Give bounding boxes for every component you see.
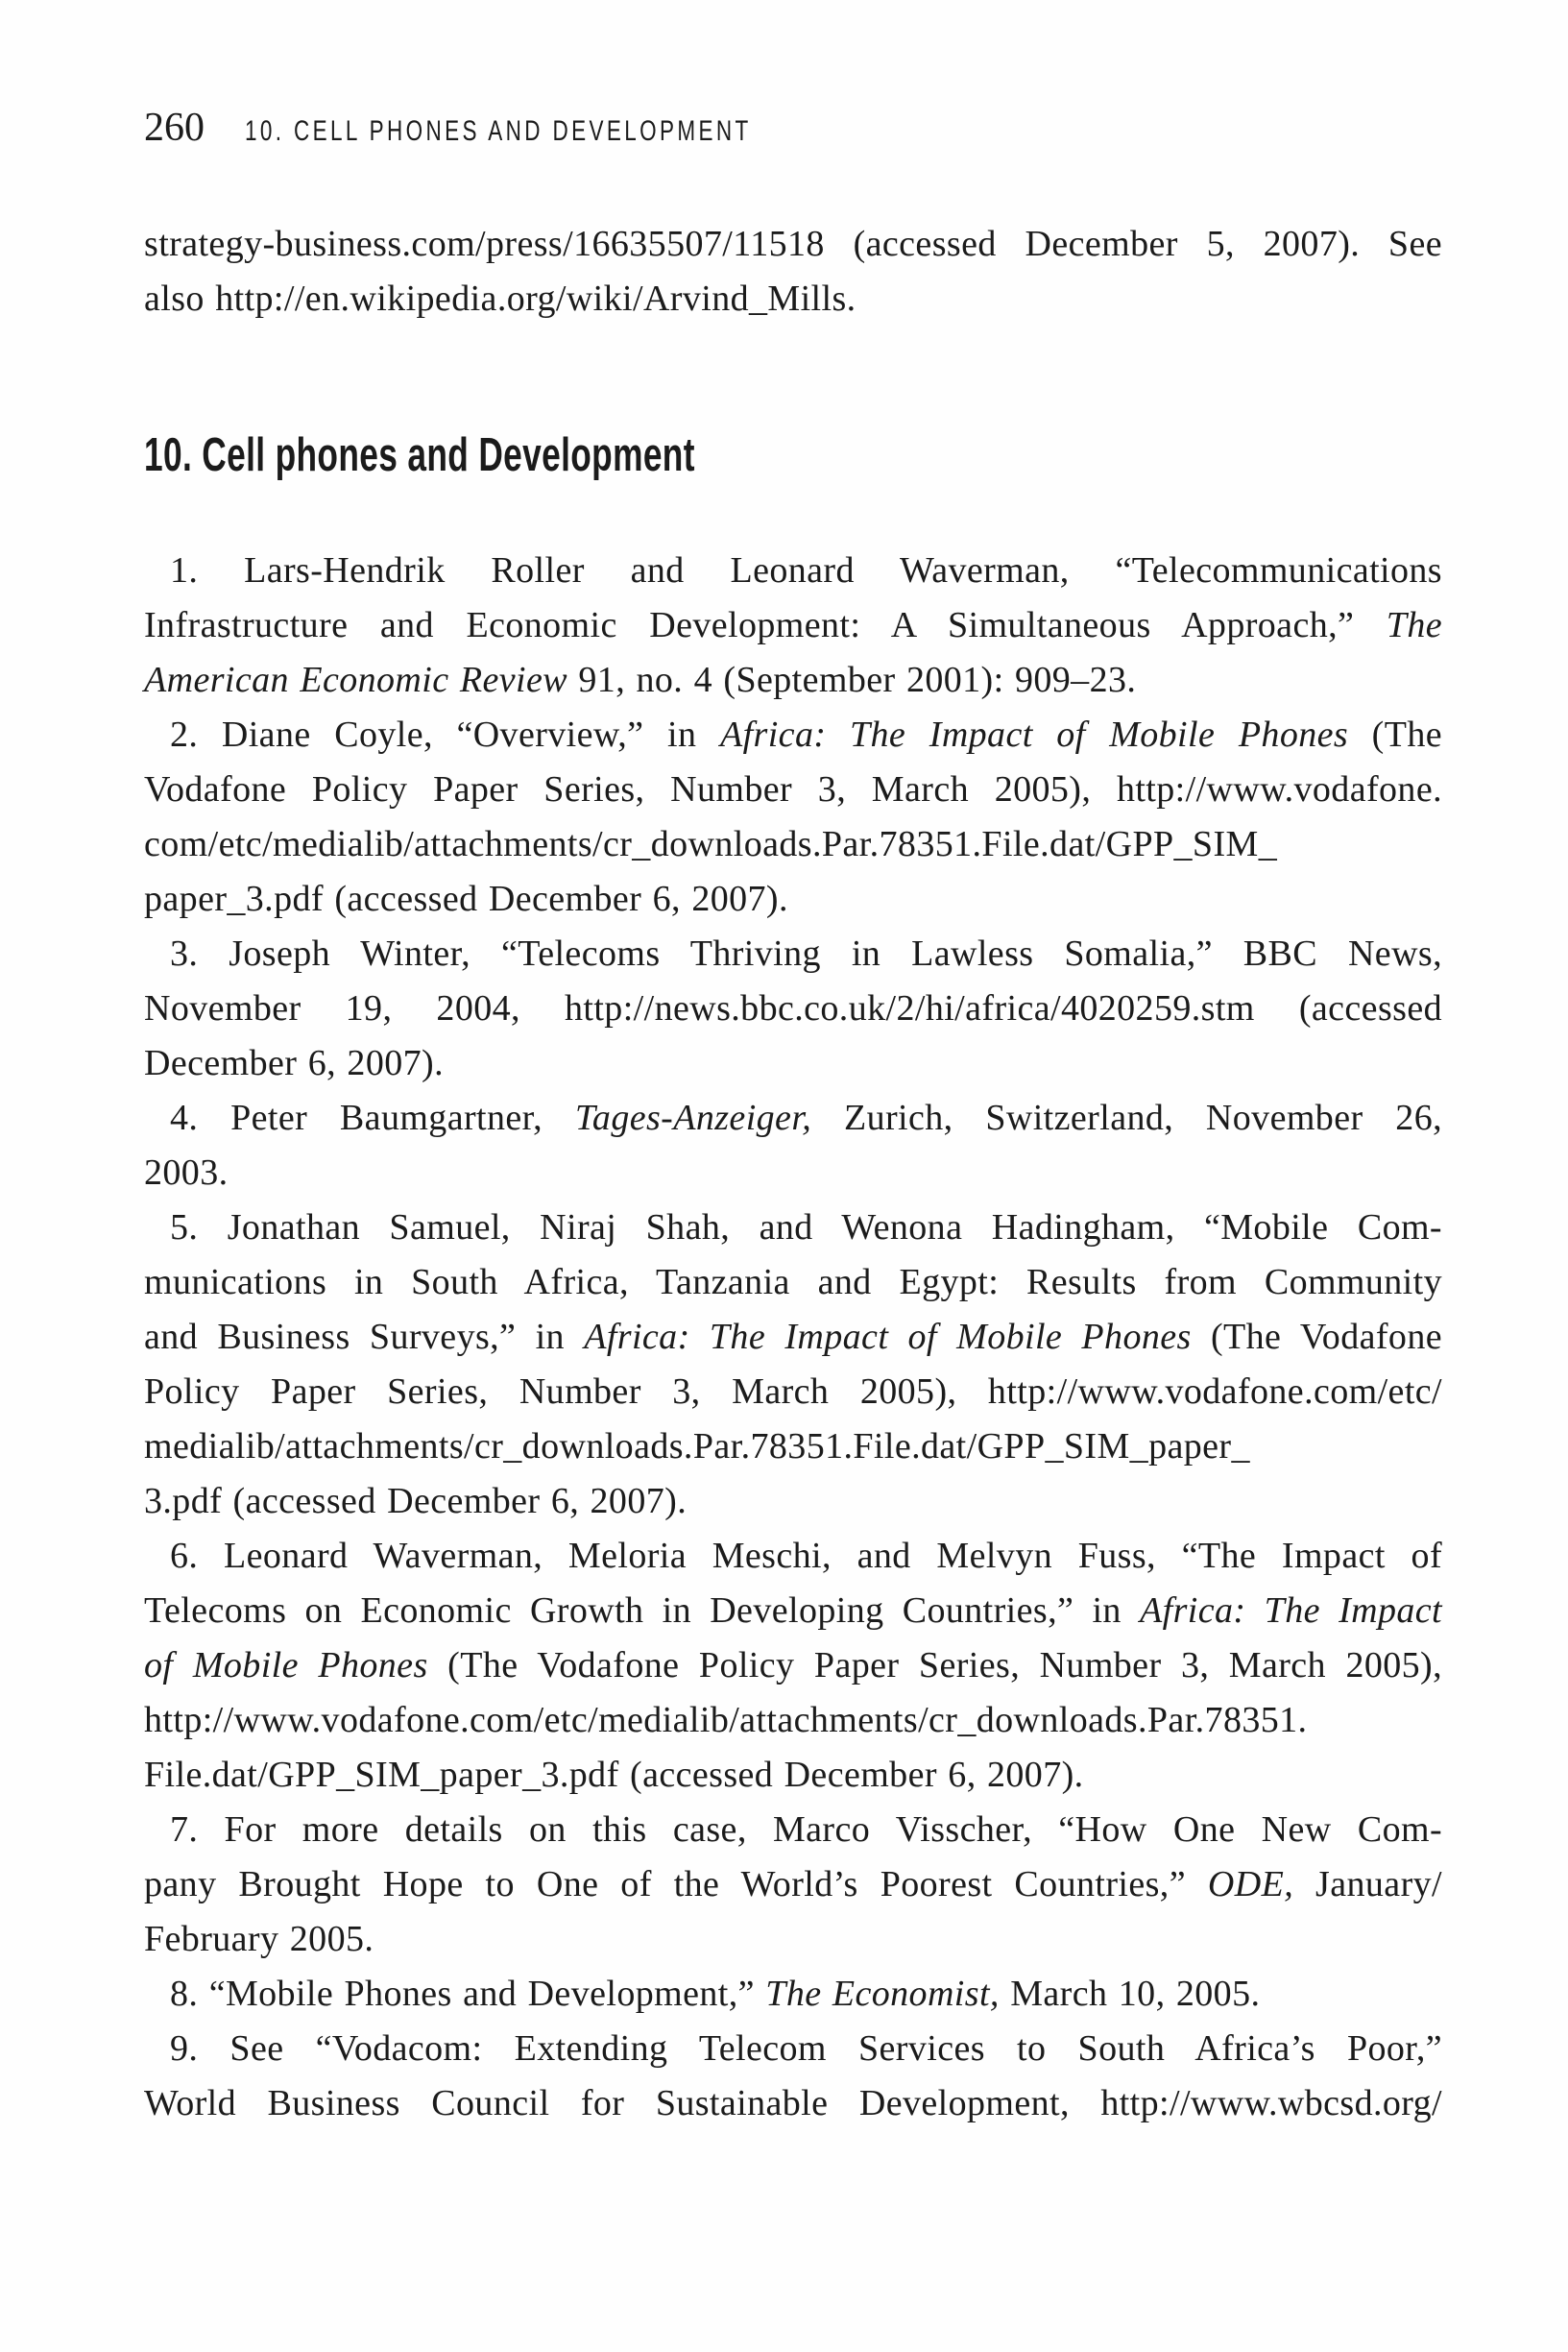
text-segment: December 6, 2007).	[144, 1043, 444, 1083]
italic-text: Africa: The Impact of Mobile Phones	[584, 1317, 1192, 1357]
text-segment: Infrastructure and Economic Development: A Simultaneous Approach,”	[144, 605, 1387, 645]
endnotes-list	[144, 544, 1442, 2131]
text-segment: medialib/attachments/cr_downloads.Par.78351.File.dat/GPP_SIM_paper_	[144, 1426, 1250, 1467]
section-heading: 10. Cell phones and Development	[144, 429, 695, 481]
text-segment: 5. Jonathan Samuel, Niraj Shah, and Wenona Hadingham, “Mobile Com-	[170, 1207, 1442, 1248]
text-segment: http://www.vodafone.com/etc/medialib/attachments/cr_downloads.Par.78351.	[144, 1700, 1308, 1740]
endnote-7	[144, 1803, 1442, 1967]
running-head: 10. CELL PHONES AND DEVELOPMENT	[245, 115, 752, 147]
text-line	[144, 1857, 1442, 1912]
endnote-2	[144, 708, 1442, 927]
text-line	[144, 2076, 1442, 2131]
italic-text: of Mobile Phones	[144, 1645, 428, 1685]
text-line	[144, 544, 1442, 598]
text-line	[144, 2022, 1442, 2076]
text-line	[144, 1365, 1442, 1419]
text-segment: 6. Leonard Waverman, Meloria Meschi, and Melvyn Fuss, “The Impact of	[170, 1536, 1442, 1576]
text-line	[144, 1693, 1442, 1748]
intro-paragraph	[144, 217, 1442, 327]
text-segment: 3.pdf (accessed December 6, 2007).	[144, 1481, 688, 1521]
text-line	[144, 1584, 1442, 1638]
text-line	[144, 598, 1442, 653]
text-line	[144, 1091, 1442, 1146]
text-segment: 3. Joseph Winter, “Telecoms Thriving in Lawless Somalia,” BBC News,	[170, 934, 1442, 974]
text-segment: 7. For more details on this case, Marco Visscher, “How One New Com-	[170, 1809, 1442, 1850]
text-segment: Vodafone Policy Paper Series, Number 3, March 2005), http://www.vodafone.	[144, 769, 1442, 810]
text-line	[144, 1146, 1442, 1200]
italic-text: The	[1386, 605, 1442, 645]
text-line	[144, 817, 1442, 872]
text-line	[144, 927, 1442, 982]
endnote-4	[144, 1091, 1442, 1200]
text-line	[144, 1748, 1442, 1803]
text-segment: 8. “Mobile Phones and Development,”	[170, 1974, 766, 2014]
text-line	[144, 872, 1442, 927]
text-segment: 1. Lars-Hendrik Roller and Leonard Waverman, “Telecommunications	[170, 550, 1442, 591]
text-segment: November 19, 2004, http://news.bbc.co.uk/2/hi/africa/4020259.stm (accessed	[144, 988, 1442, 1029]
text-segment: Telecoms on Economic Growth in Developing Countries,” in	[144, 1590, 1141, 1631]
text-segment: Policy Paper Series, Number 3, March 2005), http://www.vodafone.com/etc/	[144, 1371, 1442, 1412]
text-segment: strategy-business.com/press/16635507/11518 (accessed December 5, 2007). See	[144, 224, 1442, 264]
text-segment: (The	[1348, 715, 1443, 755]
endnote-1	[144, 544, 1442, 708]
text-segment: March 10, 2005.	[999, 1974, 1261, 2014]
text-line	[144, 1255, 1442, 1310]
text-line	[144, 272, 1442, 327]
italic-text: The Economist,	[765, 1974, 1000, 2014]
text-segment: 4. Peter Baumgartner,	[170, 1098, 575, 1138]
text-segment: 2. Diane Coyle, “Overview,” in	[170, 715, 720, 755]
text-segment: January/	[1293, 1864, 1442, 1904]
text-line	[144, 1474, 1442, 1529]
page-number: 260	[144, 106, 205, 150]
text-segment: 9. See “Vodacom: Extending Telecom Services to South Africa’s Poor,”	[170, 2028, 1442, 2069]
text-segment: 2003.	[144, 1152, 229, 1193]
text-segment: (The Vodafone	[1191, 1317, 1442, 1357]
text-line	[144, 763, 1442, 817]
text-line	[144, 1912, 1442, 1967]
text-segment: pany Brought Hope to One of the World’s Poorest Countries,”	[144, 1864, 1208, 1904]
text-segment: com/etc/medialib/attachments/cr_downloads.Par.78351.File.dat/GPP_SIM_	[144, 824, 1278, 864]
italic-text: American Economic Review	[144, 660, 567, 700]
text-segment: Zurich, Switzerland, November 26,	[811, 1098, 1442, 1138]
endnote-9	[144, 2022, 1442, 2131]
text-line	[144, 1036, 1442, 1091]
text-segment: February 2005.	[144, 1919, 374, 1959]
text-segment: (The Vodafone Policy Paper Series, Number 3, March 2005),	[427, 1645, 1443, 1685]
text-line	[144, 1529, 1442, 1584]
text-line	[144, 217, 1442, 272]
text-line	[144, 1200, 1442, 1255]
text-segment: and Business Surveys,” in	[144, 1317, 585, 1357]
text-line	[144, 708, 1442, 763]
italic-text: Tages-Anzeiger,	[574, 1098, 812, 1138]
text-line	[144, 1310, 1442, 1365]
italic-text: Africa: The Impact	[1140, 1590, 1443, 1631]
text-segment: File.dat/GPP_SIM_paper_3.pdf (accessed December 6, 2007).	[144, 1755, 1084, 1795]
text-segment: 91, no. 4 (September 2001): 909–23.	[567, 660, 1137, 700]
endnote-6	[144, 1529, 1442, 1803]
italic-text: ODE,	[1207, 1864, 1294, 1904]
text-segment: also http://en.wikipedia.org/wiki/Arvind_Mills.	[144, 279, 856, 319]
text-line	[144, 653, 1442, 708]
endnote-8	[144, 1967, 1442, 2022]
endnote-3	[144, 927, 1442, 1091]
text-segment: munications in South Africa, Tanzania and Egypt: Results from Community	[144, 1262, 1442, 1302]
page-header	[144, 108, 921, 148]
text-segment: World Business Council for Sustainable Development, http://www.wbcsd.org/	[144, 2083, 1442, 2123]
text-line	[144, 1967, 1442, 2022]
text-line	[144, 982, 1442, 1036]
text-line	[144, 1803, 1442, 1857]
italic-text: Africa: The Impact of Mobile Phones	[719, 715, 1349, 755]
text-line	[144, 1638, 1442, 1693]
text-line	[144, 1419, 1442, 1474]
endnote-5	[144, 1200, 1442, 1529]
text-segment: paper_3.pdf (accessed December 6, 2007).	[144, 879, 788, 919]
